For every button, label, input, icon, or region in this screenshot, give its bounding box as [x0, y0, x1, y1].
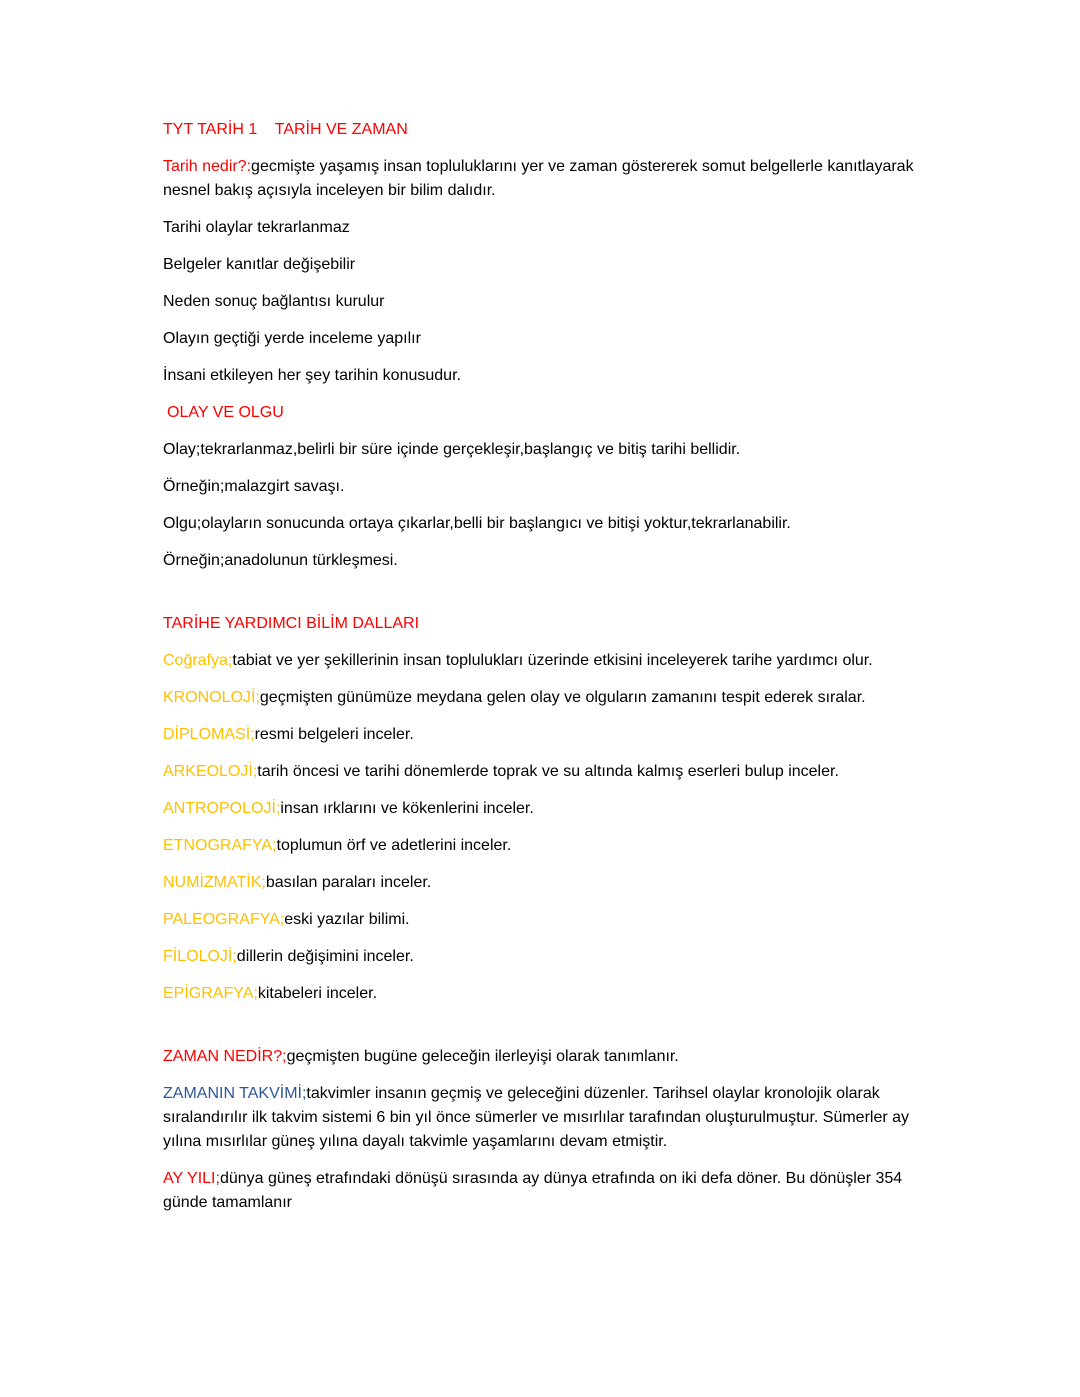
tarih-nedir-text: gecmişte yaşamış insan topluluklarını yer ve zaman göstererek somut belgellerle kanıtlayarak nesnel bakış açısıyla inceleyen bir bilim dalıdır. — [163, 158, 914, 199]
yardimci-text: kitabeleri inceler. — [257, 985, 378, 1002]
yardimci-label: FİLOLOJİ; — [163, 948, 237, 965]
yardimci-label: ANTROPOLOJİ; — [163, 800, 281, 817]
spacer — [163, 1019, 923, 1045]
yardimci-label: NUMİZMATİK; — [163, 874, 266, 891]
takvim-text: takvimler insanın geçmiş ve geleceğini düzenler. Tarihsel olaylar kronolojik olarak sıralandırılır ilk takvim sistemi 6 bin yıl önce sümerler ve mısırlılar tarafından oluşturulmuştur. Sümerler ay yılına mısırlılar güneş yılına dayalı takvimle yaşamlarını devam etmiştir. — [163, 1085, 910, 1150]
olay-olgu-heading: OLAY VE OLGU — [167, 404, 284, 421]
yardimci-text: basılan paraları inceler. — [265, 874, 432, 891]
yardimci-item — [163, 908, 923, 932]
tarih-nedir-label: Tarih nedir?: — [163, 158, 252, 175]
fact-line: Neden sonuç bağlantısı kurulur — [163, 293, 385, 310]
olay-olgu-line: Olgu;olayların sonucunda ortaya çıkarlar,belli bir başlangıcı ve bitişi yoktur,tekrarlanabilir. — [163, 515, 791, 532]
takvim-label: ZAMANIN TAKVİMİ; — [163, 1085, 307, 1102]
yardimci-heading: TARİHE YARDIMCI BİLİM DALLARI — [163, 615, 420, 632]
yardimci-item — [163, 649, 923, 673]
yardimci-item — [163, 686, 923, 710]
yardimci-text: tabiat ve yer şekillerinin insan toplulukları üzerinde etkisini inceleyerek tarihe yardımcı olur. — [232, 652, 873, 669]
ay-yili-paragraph — [163, 1167, 923, 1215]
yardimci-item — [163, 723, 923, 747]
yardimci-label: KRONOLOJİ; — [163, 689, 260, 706]
yardimci-text: geçmişten günümüze meydana gelen olay ve olguların zamanını tespit ederek sıralar. — [259, 689, 866, 706]
olay-olgu-line: Örneğin;anadolunun türkleşmesi. — [163, 552, 398, 569]
fact-line: İnsani etkileyen her şey tarihin konusudur. — [163, 367, 461, 384]
yardimci-item — [163, 871, 923, 895]
yardimci-item — [163, 797, 923, 821]
yardimci-label: ARKEOLOJİ; — [163, 763, 258, 780]
spacer — [163, 586, 923, 612]
yardimci-label: ETNOGRAFYA; — [163, 837, 277, 854]
fact-line: Tarihi olaylar tekrarlanmaz — [163, 219, 350, 236]
yardimci-label: Coğrafya; — [163, 652, 233, 669]
zaman-nedir-paragraph — [163, 1045, 923, 1069]
yardimci-text: eski yazılar bilimi. — [284, 911, 410, 928]
yardimci-text: tarih öncesi ve tarihi dönemlerde toprak ve su altında kalmış eserleri bulup inceler. — [257, 763, 839, 780]
yardimci-item — [163, 982, 923, 1006]
yardimci-label: EPİGRAFYA; — [163, 985, 258, 1002]
ay-yili-text: dünya güneş etrafındaki dönüşü sırasında ay dünya etrafında on iki defa döner. Bu dönüşler 354 günde tamamlanır — [163, 1170, 903, 1211]
yardimci-text: toplumun örf ve adetlerini inceler. — [276, 837, 512, 854]
fact-line: Olayın geçtiği yerde inceleme yapılır — [163, 330, 421, 347]
yardimci-text: resmi belgeleri inceler. — [254, 726, 414, 743]
yardimci-item — [163, 945, 923, 969]
yardimci-item — [163, 834, 923, 858]
yardimci-item — [163, 760, 923, 784]
yardimci-label: PALEOGRAFYA; — [163, 911, 285, 928]
zaman-nedir-text: geçmişten bugüne geleceğin ilerleyişi olarak tanımlanır. — [286, 1048, 679, 1065]
olay-olgu-line: Olay;tekrarlanmaz,belirli bir süre içinde gerçekleşir,başlangıç ve bitiş tarihi bellidir. — [163, 441, 741, 458]
document-page — [163, 118, 923, 1228]
takvim-paragraph — [163, 1082, 923, 1154]
document-title: TYT TARİH 1 TARİH VE ZAMAN — [163, 121, 408, 138]
yardimci-label: DİPLOMASİ; — [163, 726, 255, 743]
fact-line: Belgeler kanıtlar değişebilir — [163, 256, 356, 273]
tarih-nedir-paragraph — [163, 155, 923, 203]
zaman-nedir-label: ZAMAN NEDİR?; — [163, 1048, 287, 1065]
olay-olgu-line: Örneğin;malazgirt savaşı. — [163, 478, 345, 495]
yardimci-text: dillerin değişimini inceler. — [236, 948, 414, 965]
ay-yili-label: AY YILI; — [163, 1170, 220, 1187]
yardimci-text: insan ırklarını ve kökenlerini inceler. — [280, 800, 534, 817]
